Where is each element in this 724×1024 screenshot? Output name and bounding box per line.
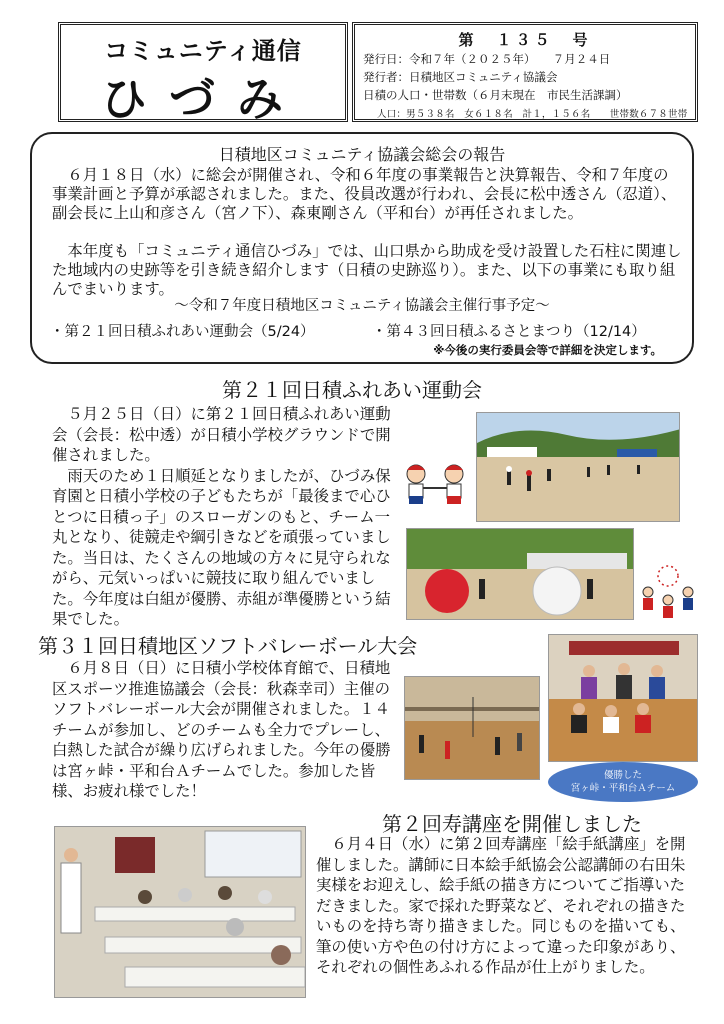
article-sports-day-paragraph-1: ５月２５日（日）に第２１回日積ふれあい運動会（会長：松中透）が日積小学校グラウンドで開催されました。 xyxy=(52,405,391,464)
winning-team-caption xyxy=(548,762,698,802)
report-paragraph-2: 本年度も「コミュニティ通信ひづみ」では、山口県から助成を受け設置した石柱に関連した地域内の史跡等を引き続き紹介します（日積の史跡巡り）。また、以下の事業にも取り組んでまいります。 xyxy=(52,242,682,298)
article-sports-day-paragraph-2: 雨天のため１日順延となりましたが、ひづみ保育園と日積小学校の子どもたちが「最後まで心ひとつに日積っ子」のスローガンのもと、チーム一丸となり、徒競走や綱引きなどを頑張っていました。当日は、たくさんの地域の方々に見守られながら、元気いっぱいに競技に取り組んでいました。今年度は白組が優勝、赤組が準優勝という結果でした。 xyxy=(52,466,391,628)
schedule-title: ～令和７年度日積地区コミュニティ協議会主催行事予定～ xyxy=(174,298,550,314)
masthead-title: コミュニティ通信 xyxy=(104,37,302,65)
report-paragraph-1: ６月１８日（水）に総会が開催され、令和６年度の事業報告と決算報告、令和７年度の事業計画と予算が承認されました。また、役員改選が行われ、会長に松中透さん（忍道）、副会長に上山和彦さん（宮ノ下）、森東剛さん（平和台）が再任されました。 xyxy=(52,166,677,222)
article-volleyball-paragraph: ６月８日（日）に日積小学校体育館で、日積地区スポーツ推進協議会（会長：秋森幸司）主催のソフトバレーボール大会が開催されました。１４チームが参加し、どのチームも全力でプレーし、白熱した試合が繰り広げられました。今年の優勝は宮ヶ峠・平和台Ａチームでした。参加した皆様、お疲れ様でした！ xyxy=(52,659,391,800)
cheering-children-illustration xyxy=(636,562,700,622)
issue-number: 第 １３５ 号 xyxy=(458,31,592,49)
population-label: 日積の人口・世帯数（６月末現在 市民生活課調） xyxy=(363,88,628,102)
schedule-item-festival: ・第４３回日積ふるさとまつり（12/14） xyxy=(372,324,646,340)
schedule-note: ※今後の実行委員会等で詳細を決定します。 xyxy=(433,343,662,357)
meeting-report-box xyxy=(30,132,694,364)
article-lecture-paragraph: ６月４日（水）に第２回寿講座「絵手紙講座」を開催しました。講師に日本絵手紙協会公認講師の右田朱実様をお迎えし、絵手紙の描き方についてご指導いただきました。家で採れた野菜など、それぞれの描きたいものを持ち寄り描きました。同じものを描いても、筆の使い方や色の付け方によって違った印象があり、それぞれの個性あふれる作品が仕上がりました。 xyxy=(316,835,686,976)
photo-ball-relay xyxy=(406,528,634,620)
article-sports-day-title: 第２１回日積ふれあい運動会 xyxy=(222,378,482,402)
masthead xyxy=(58,22,348,126)
population-values: 人口：男５３８名 女６１８名 計１，１５６名 世帯数６７８世帯 xyxy=(377,109,688,120)
photo-sports-field xyxy=(476,412,680,522)
issue-date: 発行日：令和７年（２０２５年） ７月２４日 xyxy=(363,52,611,66)
report-title: 日積地区コミュニティ協議会総会の報告 xyxy=(218,145,506,164)
photo-winning-team xyxy=(548,634,698,762)
article-volleyball-title: 第３１回日積地区ソフトバレーボール大会 xyxy=(38,634,418,658)
caption-line-1: 優勝した xyxy=(603,770,642,781)
photo-etegami-lecture xyxy=(54,826,306,998)
masthead-subtitle: ひづみ xyxy=(101,72,305,126)
schedule-item-sports-day: ・第２１回日積ふれあい運動会（5/24） xyxy=(50,324,315,340)
article-lecture-title: 第２回寿講座を開催しました xyxy=(382,812,642,836)
running-children-illustration xyxy=(398,462,474,514)
caption-line-2: 宮ヶ峠・平和台Ａチーム xyxy=(570,783,676,794)
issue-info-box xyxy=(352,22,698,122)
photo-volleyball-match xyxy=(404,676,540,780)
publisher: 発行者：日積地区コミュニティ協議会 xyxy=(363,70,558,84)
